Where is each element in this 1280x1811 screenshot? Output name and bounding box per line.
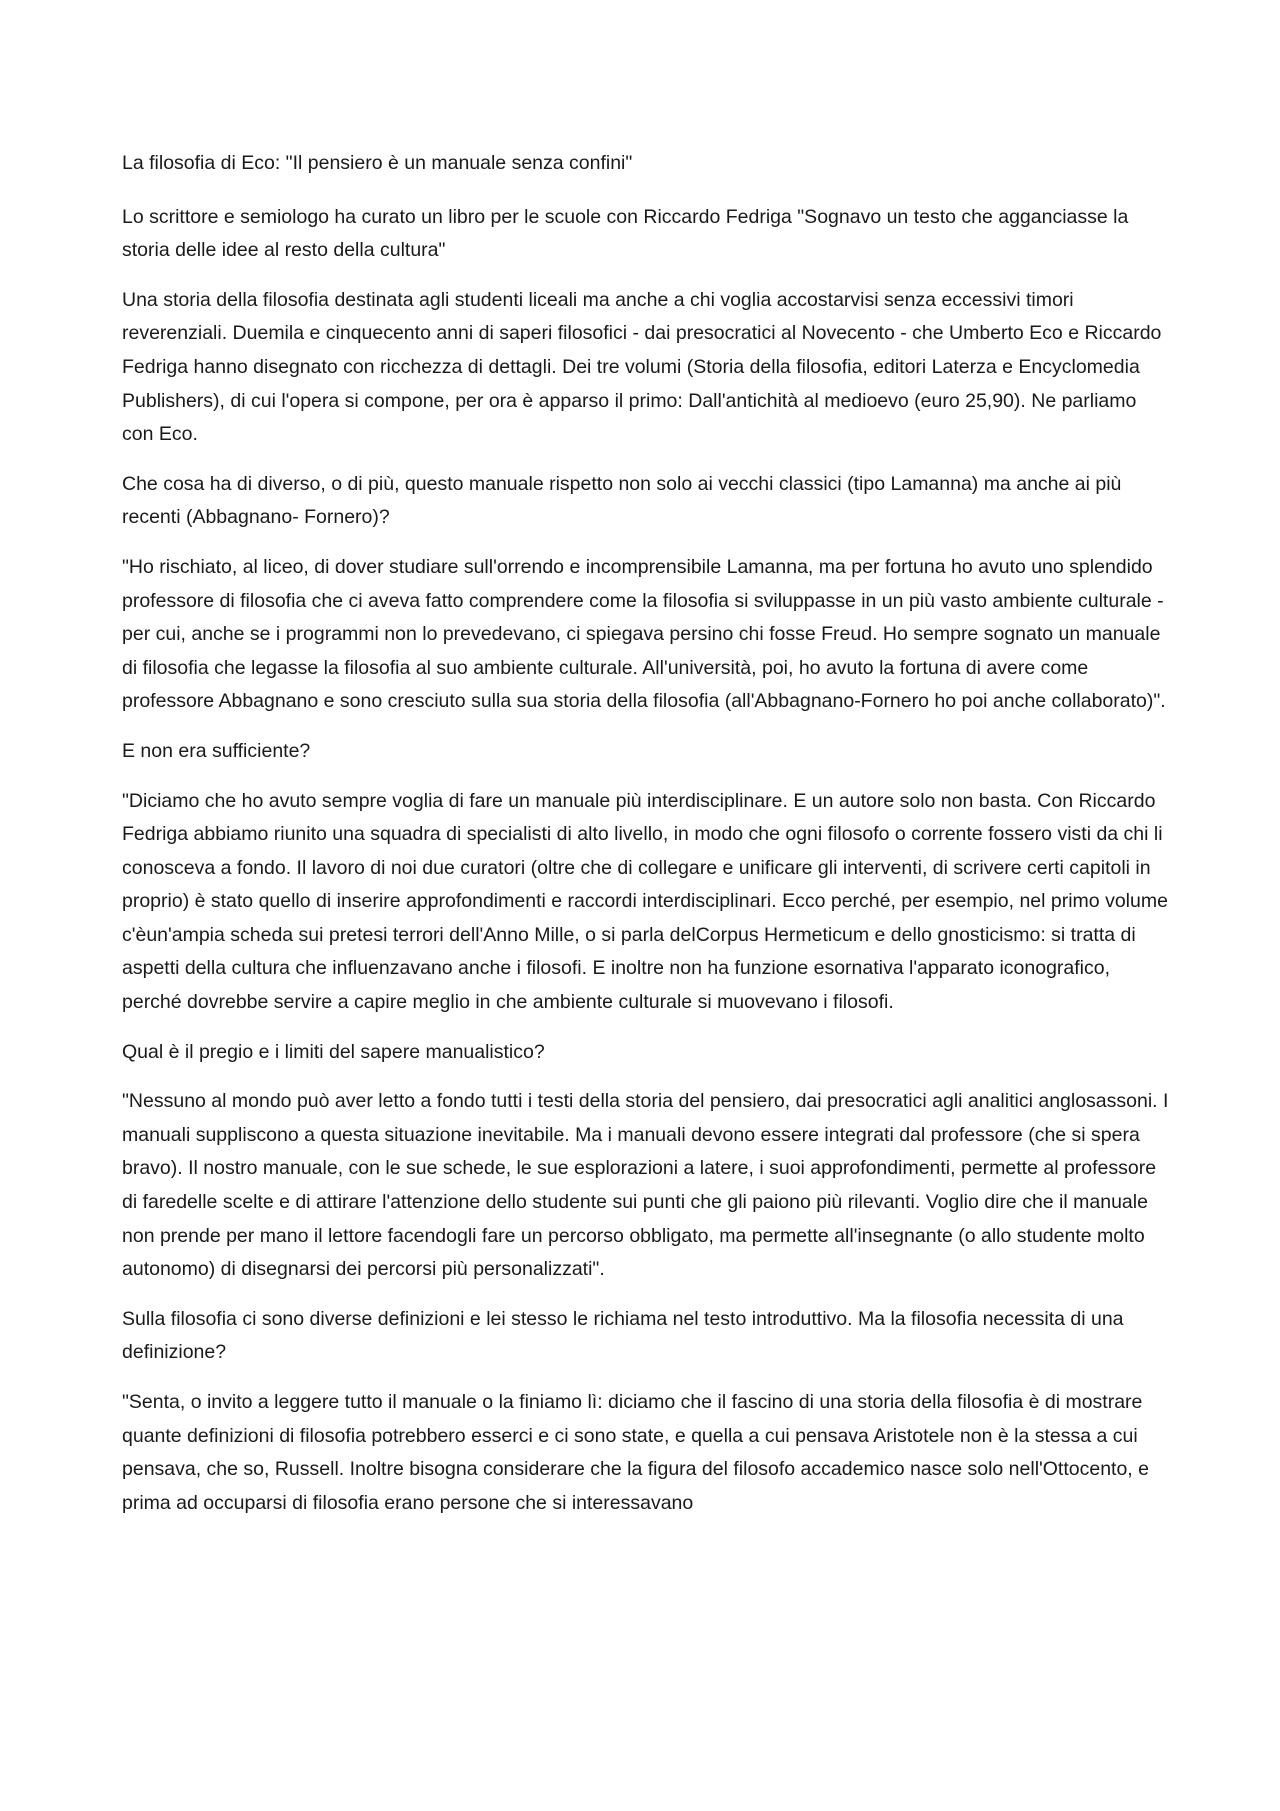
answer-3: "Nessuno al mondo può aver letto a fondo tutti i testi della storia del pensiero, dai presocratici agli analitici anglosassoni. I manuali suppliscono a questa situazione inevitabile. Ma i manuali devono essere integrati dal professore (che si spera bravo). Il nostro manuale, con le sue schede, le sue esplorazioni a latere, i suoi approfondimenti, permette al professore di faredelle scelte e di attirare l'attenzione dello studente sui punti che gli paiono più rilevanti. Voglio dire che il manuale non prende per mano il lettore facendogli fare un percorso obbligato, ma permette all'insegnante (o allo studente molto autonomo) di disegnarsi dei percorsi più personalizzati".	[122, 1090, 1169, 1281]
question-1: Che cosa ha di diverso, o di più, questo manuale rispetto non solo ai vecchi classici (tipo Lamanna) ma anche ai più recenti (Abbagnano- Fornero)?	[122, 472, 1122, 529]
article-title: La filosofia di Eco: "Il pensiero è un manuale senza confini"	[122, 152, 633, 174]
article-subtitle: Lo scrittore e semiologo ha curato un libro per le scuole con Riccardo Fedriga "Sognavo un testo che agganciasse la storia delle idee al resto della cultura"	[122, 205, 1129, 262]
question-4: Sulla filosofia ci sono diverse definizioni e lei stesso le richiama nel testo introduttivo. Ma la filosofia necessita di una definizione?	[122, 1307, 1124, 1364]
question-3: Qual è il pregio e i limiti del sapere manualistico?	[122, 1040, 545, 1063]
answer-2: "Diciamo che ho avuto sempre voglia di fare un manuale più interdisciplinare. E un autore solo non basta. Con Riccardo Fedriga abbiamo riunito una squadra di specialisti di alto livello, in modo che ogni filosofo o corrente fossero visti da chi li conosceva a fondo. Il lavoro di noi due curatori (oltre che di collegare e unificare gli interventi, di scrivere certi capitoli in proprio) è stato quello di inserire approfondimenti e raccordi interdisciplinari. Ecco perché, per esempio, nel primo volume c'èun'ampia scheda sui pretesi terrori dell'Anno Mille, o si parla delCorpus Hermeticum e dello gnosticismo: si tratta di aspetti della cultura che influenzavano anche i filosofi. E inoltre non ha funzione esornativa l'apparato iconografico, perché dovrebbe servire a capire meglio in che ambiente culturale si muovevano i filosofi.	[122, 789, 1168, 1014]
document-page	[122, 147, 1172, 1536]
paragraph-intro: Una storia della filosofia destinata agli studenti liceali ma anche a chi voglia accostarvisi senza eccessivi timori reverenziali. Duemila e cinquecento anni di saperi filosofici - dai presocratici al Novecento - che Umberto Eco e Riccardo Fedriga hanno disegnato con ricchezza di dettagli. Dei tre volumi (Storia della filosofia, editori Laterza e Encyclomedia Publishers), di cui l'opera si compone, per ora è apparso il primo: Dall'antichità al medioevo (euro 25,90). Ne parliamo con Eco.	[122, 288, 1162, 446]
answer-4: "Senta, o invito a leggere tutto il manuale o la finiamo lì: diciamo che il fascino di una storia della filosofia è di mostrare quante definizioni di filosofia potrebbero esserci e ci sono state, e quella a cui pensava Aristotele non è la stessa a cui pensava, che so, Russell. Inoltre bisogna considerare che la figura del filosofo accademico nasce solo nell'Ottocento, e prima ad occuparsi di filosofia erano persone che si interessavano	[122, 1391, 1149, 1514]
question-2: E non era sufficiente?	[122, 739, 311, 762]
answer-1: "Ho rischiato, al liceo, di dover studiare sull'orrendo e incomprensibile Lamanna, ma per fortuna ho avuto uno splendido professore di filosofia che ci aveva fatto comprendere come la filosofia si sviluppasse in un più vasto ambiente culturale - per cui, anche se i programmi non lo prevedevano, ci spiegava persino chi fosse Freud. Ho sempre sognato un manuale di filosofia che legasse la filosofia al suo ambiente culturale. All'università, poi, ho avuto la fortuna di avere come professore Abbagnano e sono cresciuto sulla sua storia della filosofia (all'Abbagnano-Fornero ho poi anche collaborato)".	[122, 555, 1166, 713]
